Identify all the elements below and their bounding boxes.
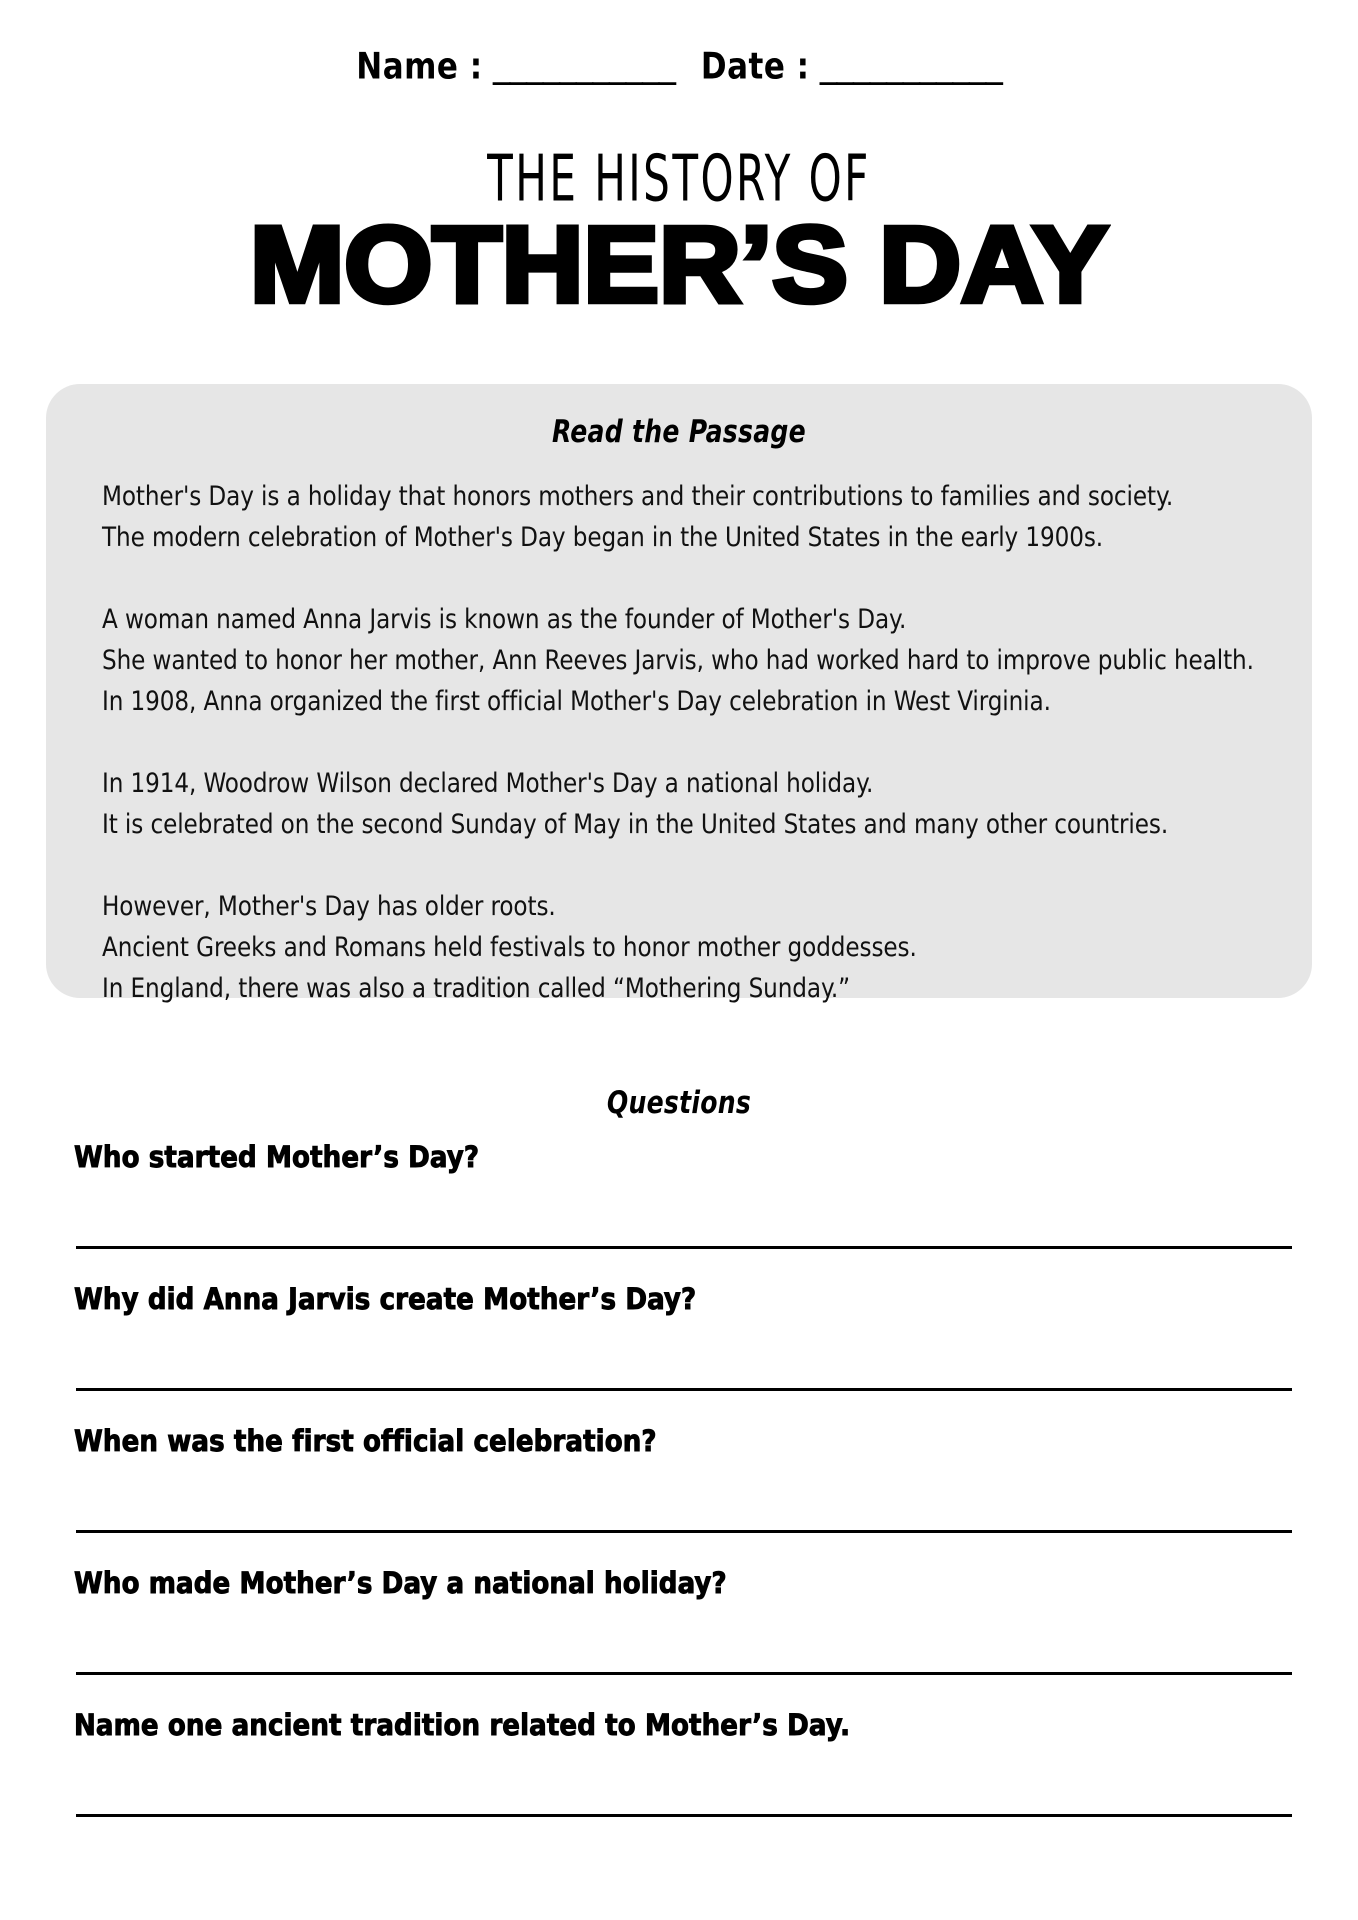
date-blank-line[interactable]: ___________ bbox=[819, 51, 1002, 86]
date-label: Date : bbox=[700, 45, 810, 88]
questions-list bbox=[0, 1140, 1358, 1850]
passage-line: In 1908, Anna organized the first official Mother's Day celebration in West Virginia. bbox=[102, 686, 1051, 717]
answer-line[interactable] bbox=[76, 1530, 1292, 1533]
date-field-group bbox=[700, 45, 1002, 88]
passage-heading: Read the Passage bbox=[552, 414, 806, 450]
passage-line: A woman named Anna Jarvis is known as the founder of Mother's Day. bbox=[102, 604, 907, 635]
passage-line: The modern celebration of Mother's Day began in the United States in the early 1900s. bbox=[102, 522, 1104, 553]
title-line-2: MOTHER’S DAY bbox=[249, 205, 1109, 326]
passage-body bbox=[102, 476, 1254, 1009]
passage-line: In 1914, Woodrow Wilson declared Mother's Day a national holiday. bbox=[102, 768, 874, 799]
passage-line: It is celebrated on the second Sunday of May in the United States and many other countries. bbox=[102, 809, 1169, 840]
question-text: Who made Mother’s Day a national holiday? bbox=[74, 1566, 727, 1600]
question-block bbox=[0, 1566, 1358, 1708]
question-block bbox=[0, 1708, 1358, 1850]
passage-paragraph bbox=[102, 886, 1221, 1009]
passage-line: However, Mother's Day has older roots. bbox=[102, 891, 556, 922]
question-text: Who started Mother’s Day? bbox=[74, 1140, 480, 1174]
name-label: Name : bbox=[356, 45, 483, 88]
question-block bbox=[0, 1282, 1358, 1424]
answer-line[interactable] bbox=[76, 1246, 1292, 1249]
name-date-header bbox=[0, 45, 1358, 88]
passage-paragraph bbox=[102, 763, 1221, 845]
question-block bbox=[0, 1140, 1358, 1282]
passage-paragraph bbox=[102, 599, 1254, 722]
passage-line: In England, there was also a tradition called “Mothering Sunday.” bbox=[102, 973, 851, 1004]
answer-line[interactable] bbox=[76, 1388, 1292, 1391]
passage-line: She wanted to honor her mother, Ann Reeves Jarvis, who had worked hard to improve public health. bbox=[102, 645, 1254, 676]
question-text: Why did Anna Jarvis create Mother’s Day? bbox=[74, 1282, 697, 1316]
name-blank-line[interactable]: ___________ bbox=[492, 51, 675, 86]
question-text: When was the first official celebration? bbox=[74, 1424, 657, 1458]
passage-panel bbox=[46, 384, 1312, 1004]
question-text: Name one ancient tradition related to Mother’s Day. bbox=[74, 1708, 851, 1742]
passage-paragraph bbox=[102, 476, 1221, 558]
name-field-group bbox=[356, 45, 675, 88]
title-line-1: THE HISTORY OF bbox=[487, 142, 871, 217]
passage-line: Mother's Day is a holiday that honors mothers and their contributions to families and society. bbox=[102, 481, 1174, 512]
question-block bbox=[0, 1424, 1358, 1566]
answer-line[interactable] bbox=[76, 1672, 1292, 1675]
worksheet-title bbox=[0, 142, 1358, 326]
answer-line[interactable] bbox=[76, 1814, 1292, 1817]
passage-line: Ancient Greeks and Romans held festivals to honor mother goddesses. bbox=[102, 932, 917, 963]
questions-heading: Questions bbox=[606, 1085, 752, 1121]
